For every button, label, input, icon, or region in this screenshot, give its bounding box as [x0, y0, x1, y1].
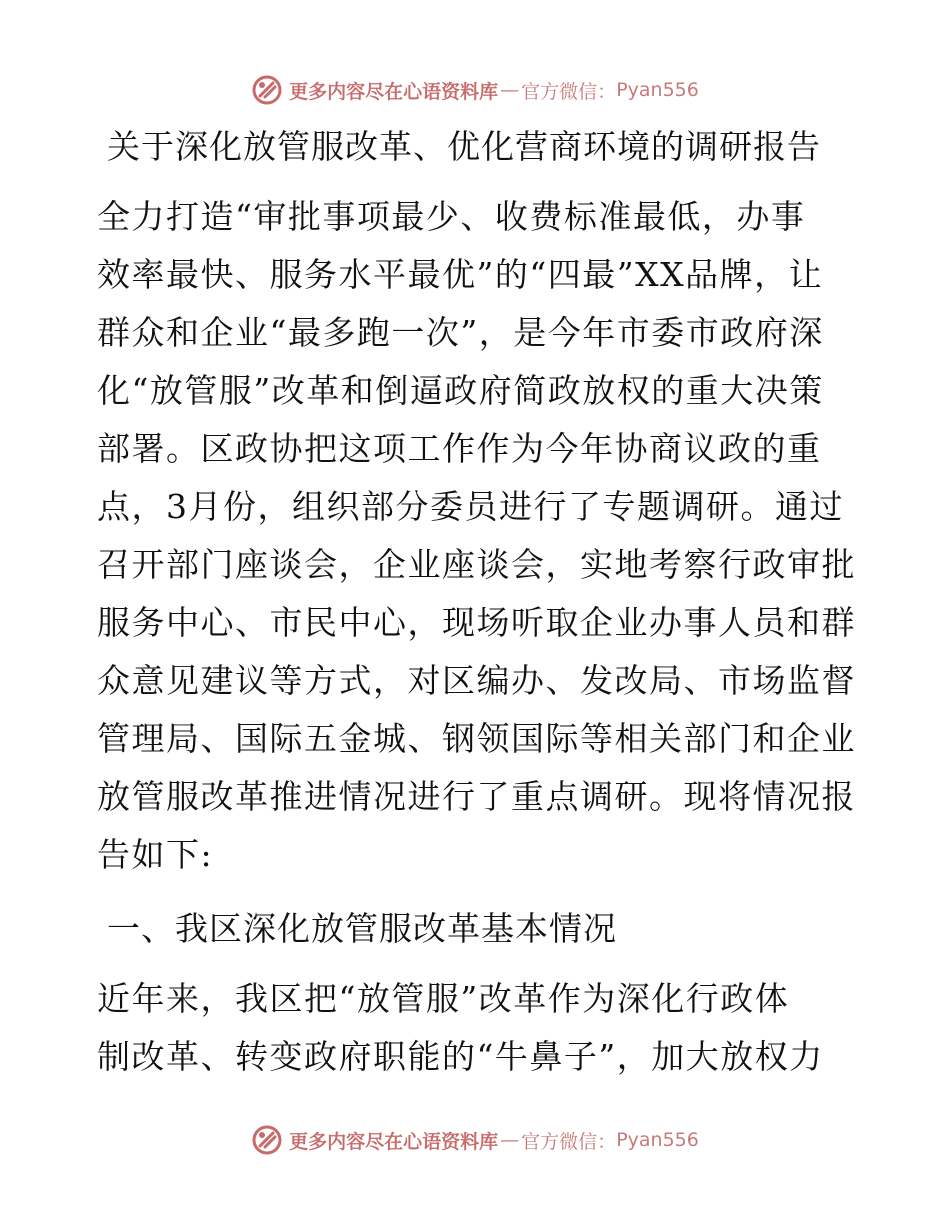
logo-seal-icon [251, 1124, 283, 1156]
section-paragraph [97, 970, 877, 1086]
paragraph-line: 近年来，我区把“放管服”改革作为深化行政体 [97, 979, 790, 1018]
watermark-separator: — [500, 79, 520, 101]
paragraph-line: 服务中心、市民中心，现场听取企业办事人员和群 [97, 603, 856, 642]
paragraph-line: 众意见建议等方式，对区编办、发改局、市场监督 [97, 661, 856, 700]
header-watermark [0, 70, 950, 110]
paragraph-line: 效率最快、服务水平最优”的“四最”XX品牌，让 [97, 255, 824, 294]
intro-paragraph [97, 188, 877, 884]
watermark-separator: — [500, 1129, 520, 1151]
watermark-official-label: 官方微信： [521, 1130, 617, 1153]
paragraph-line: 制改革、转变政府职能的“牛鼻子”，加大放权力 [97, 1037, 824, 1076]
paragraph-line: 点，3月份，组织部分委员进行了专题调研。通过 [97, 487, 844, 526]
logo-seal-icon [251, 74, 283, 106]
paragraph-line: 化“放管服”改革和倒逼政府简政放权的重大决策 [97, 371, 824, 410]
watermark-text: 更多内容尽在心语资料库 [289, 80, 499, 103]
document-body [97, 122, 877, 1086]
paragraph-line: 放管服改革推进情况进行了重点调研。现将情况报 [97, 777, 856, 816]
watermark-wechat-id: Pyan556 [616, 79, 699, 101]
section-heading: 一、我区深化放管服改革基本情况 [107, 909, 617, 948]
paragraph-line: 召开部门座谈会，企业座谈会，实地考察行政审批 [97, 545, 856, 584]
footer-watermark [0, 1120, 950, 1160]
paragraph-line: 告如下: [97, 835, 214, 874]
watermark-wechat-id: Pyan556 [616, 1129, 699, 1151]
watermark-text: 更多内容尽在心语资料库 [289, 1130, 499, 1153]
paragraph-line: 群众和企业“最多跑一次”，是今年市委市政府深 [97, 313, 824, 352]
paragraph-line: 部署。区政协把这项工作作为今年协商议政的重 [97, 429, 822, 468]
paragraph-line: 全力打造“审批事项最少、收费标准最低，办事 [97, 197, 806, 236]
paragraph-line: 管理局、国际五金城、钢领国际等相关部门和企业 [97, 719, 856, 758]
watermark-official-label: 官方微信： [521, 80, 617, 103]
document-title: 关于深化放管服改革、优化营商环境的调研报告 [107, 127, 821, 166]
